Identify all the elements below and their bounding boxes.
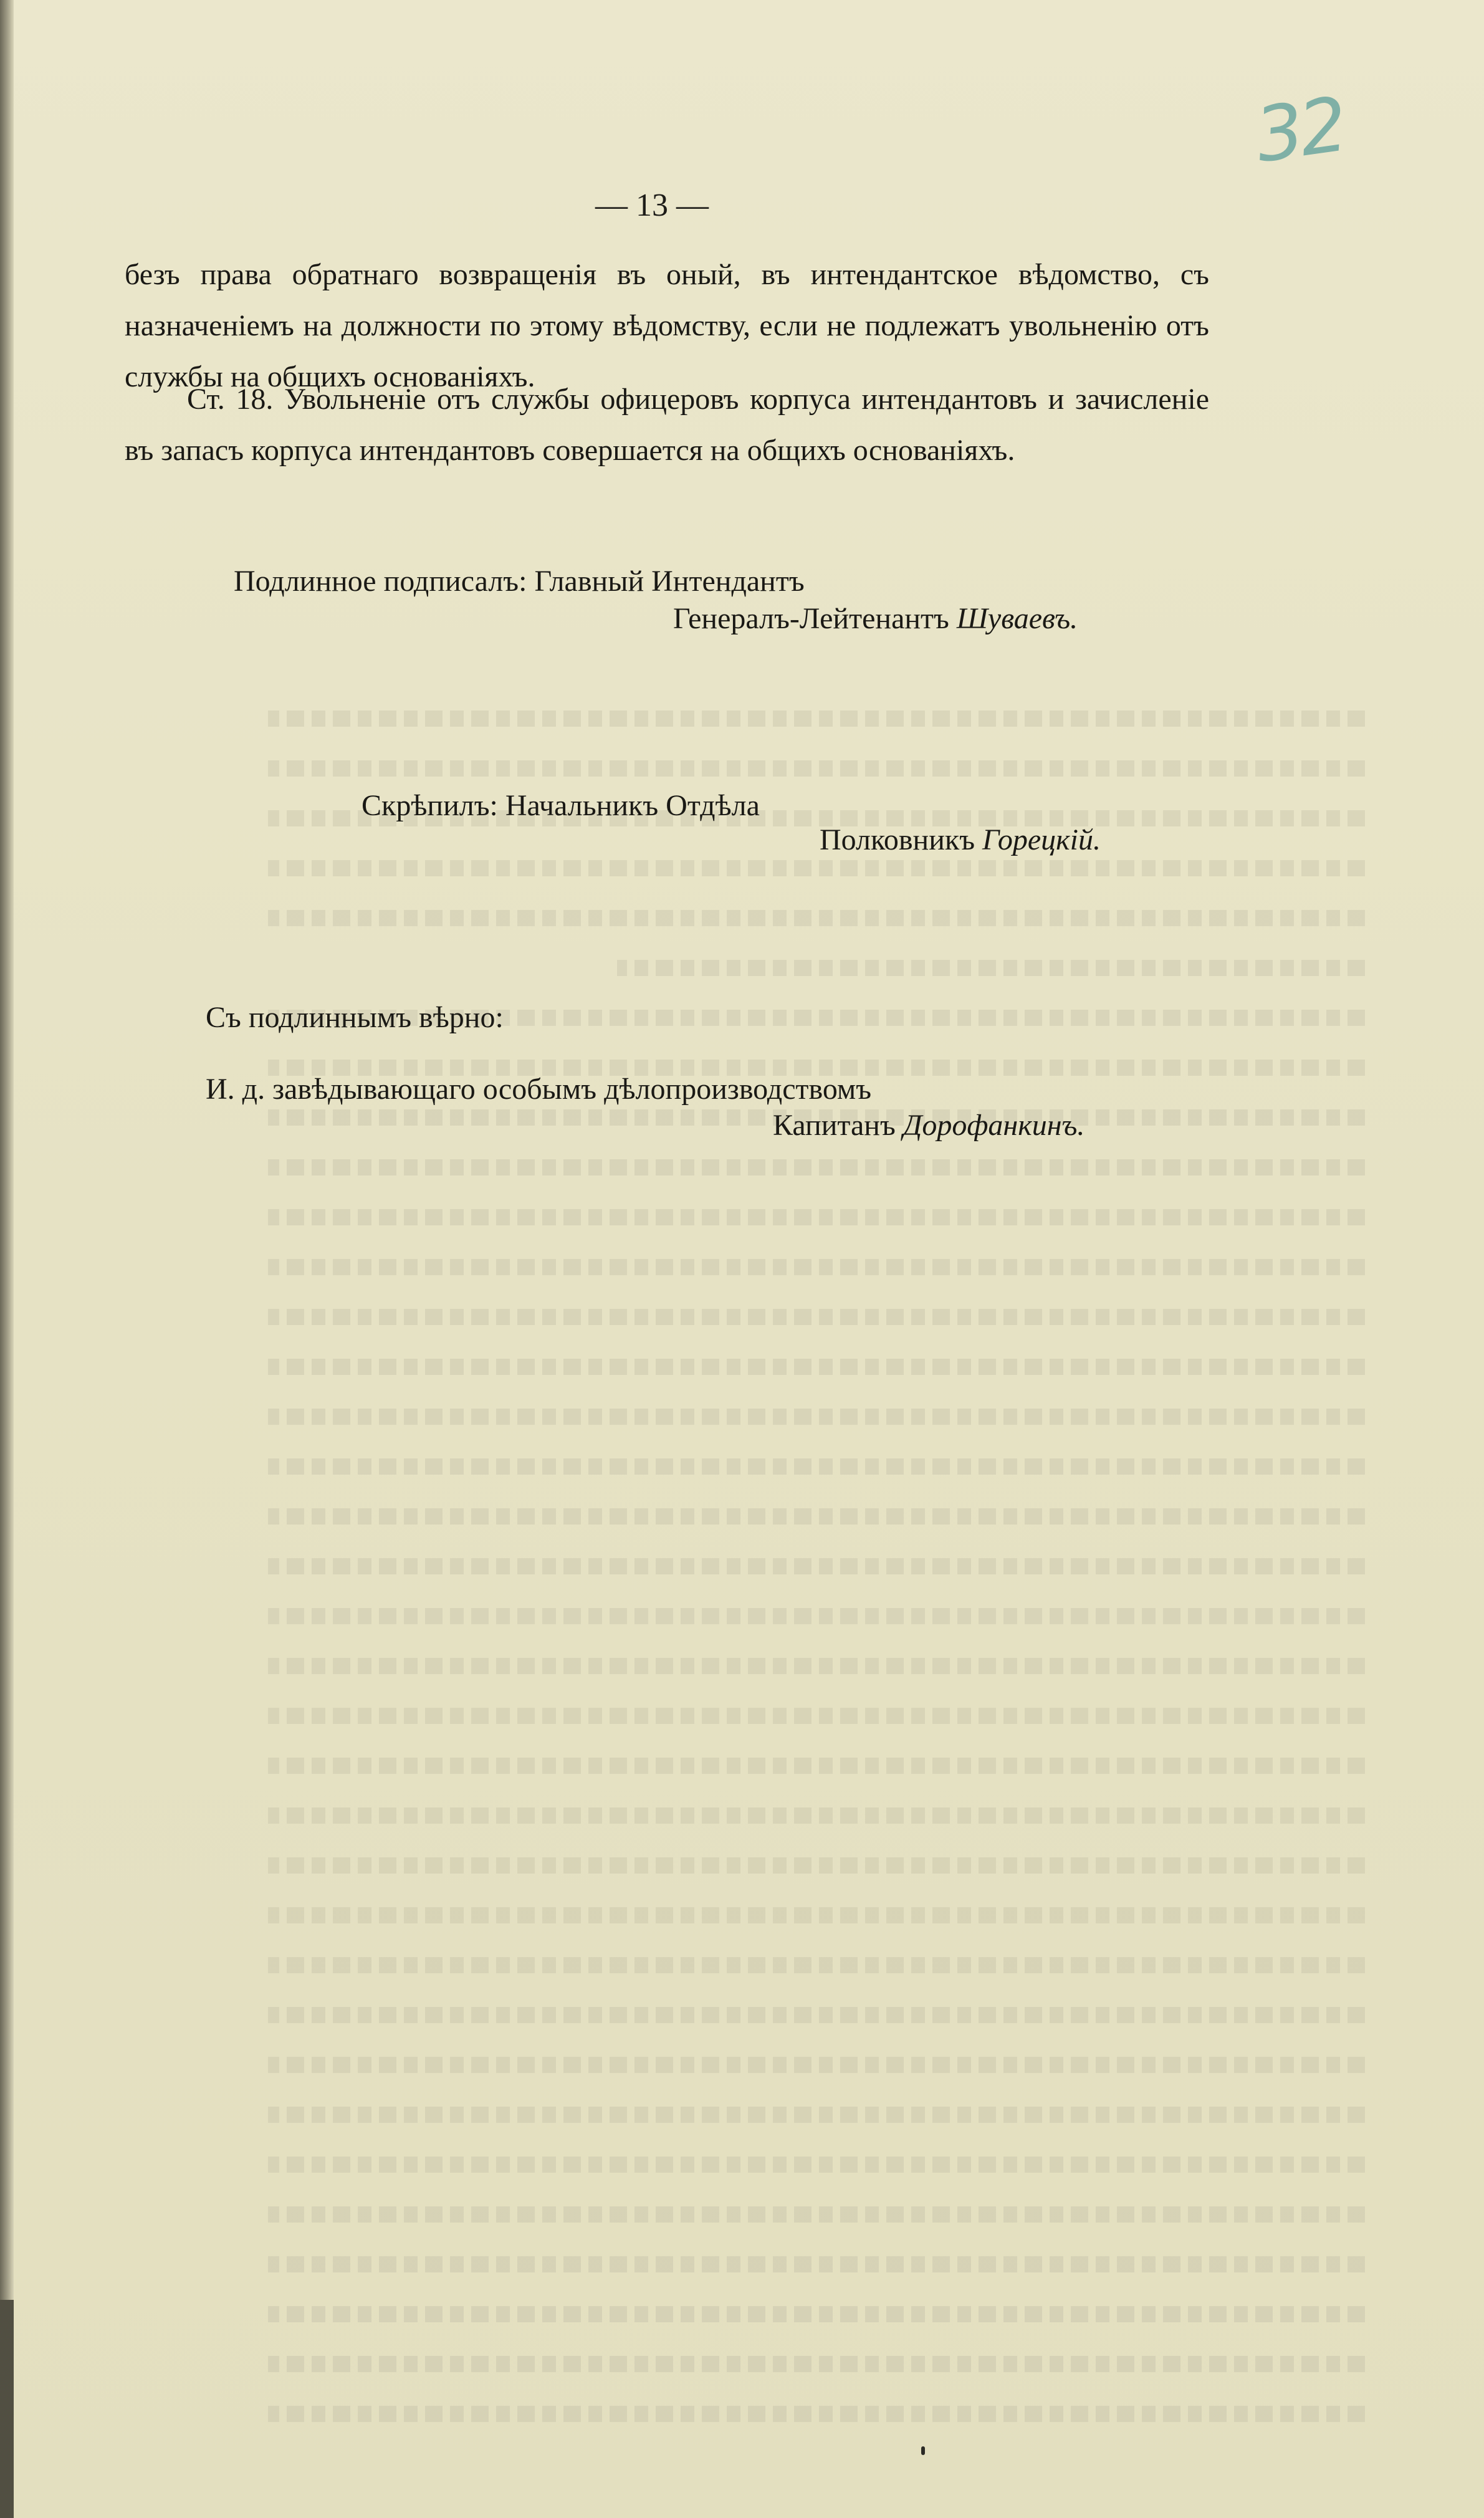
bleed-through-line bbox=[268, 1608, 1365, 1624]
bleed-through-line bbox=[268, 1209, 1365, 1225]
signature-original-block bbox=[673, 601, 1078, 636]
bleed-through-line bbox=[268, 2107, 1365, 2123]
bleed-through-line bbox=[268, 1807, 1365, 1824]
bleed-through-line bbox=[268, 2157, 1365, 2173]
bleed-through-text bbox=[118, 474, 1365, 2468]
bleed-through-line bbox=[268, 711, 1365, 727]
signature-original-rank: Генералъ-Лейтенантъ bbox=[673, 602, 949, 635]
bleed-through-line bbox=[268, 2007, 1365, 2023]
signature-original-line: Подлинное подписалъ: Главный Интендантъ bbox=[234, 565, 805, 598]
bleed-through-line bbox=[268, 2406, 1365, 2422]
bleed-through-line bbox=[268, 2306, 1365, 2322]
bleed-through-line bbox=[617, 960, 1365, 976]
bleed-through-line bbox=[268, 1558, 1365, 1574]
countersign-line: Скрѣпилъ: Начальникъ Отдѣла bbox=[361, 789, 760, 822]
bleed-through-line bbox=[268, 1957, 1365, 1973]
bleed-through-line bbox=[268, 860, 1365, 876]
acting-official-block bbox=[773, 1108, 1084, 1142]
signature-original-name: Шуваевъ. bbox=[956, 602, 1078, 635]
countersign-name: Горецкій. bbox=[982, 823, 1101, 856]
bleed-through-line bbox=[268, 1458, 1365, 1475]
paragraph-article-18: Ст. 18. Увольненіе отъ службы офицеровъ корпуса интендантовъ и зачисленіе въ запасъ корпуса интендантовъ совершается на общихъ основаніяхъ. bbox=[125, 383, 1209, 467]
archive-folio-number: 32 bbox=[1250, 81, 1349, 180]
bleed-through-line bbox=[268, 1159, 1365, 1175]
bleed-through-line bbox=[268, 1508, 1365, 1525]
bleed-through-line bbox=[268, 2206, 1365, 2223]
page-number: — 13 — bbox=[595, 188, 709, 223]
bleed-through-line bbox=[268, 1259, 1365, 1275]
bleed-through-line bbox=[268, 1708, 1365, 1724]
bleed-through-line bbox=[268, 910, 1365, 926]
bleed-through-line bbox=[268, 1309, 1365, 1325]
bleed-through-line bbox=[268, 1907, 1365, 1923]
countersign-rank: Полковникъ bbox=[820, 823, 975, 856]
true-copy-line: Съ подлиннымъ вѣрно: bbox=[206, 1001, 504, 1034]
page-binding-edge bbox=[0, 0, 14, 2518]
bleed-through-line bbox=[268, 1857, 1365, 1874]
bleed-through-line bbox=[268, 1758, 1365, 1774]
page-binding-shadow bbox=[0, 2300, 14, 2518]
bleed-through-line bbox=[268, 760, 1365, 777]
bleed-through-line bbox=[268, 1359, 1365, 1375]
acting-official-name: Дорофанкинъ. bbox=[902, 1109, 1085, 1142]
bleed-through-line bbox=[268, 2356, 1365, 2372]
bleed-through-line bbox=[268, 1658, 1365, 1674]
ink-speck bbox=[921, 2446, 925, 2455]
acting-official-line: И. д. завѣдывающаго особымъ дѣлопроизводствомъ bbox=[206, 1073, 872, 1106]
bleed-through-line bbox=[268, 1409, 1365, 1425]
countersign-block bbox=[820, 823, 1101, 857]
bleed-through-line bbox=[268, 2057, 1365, 2073]
paragraph-continuation: безъ права обратнаго возвращенія въ оный, въ интендантское вѣдомство, съ назначеніемъ на должности по этому вѣдомству, если не подлежатъ увольненію отъ службы на общихъ основаніяхъ. bbox=[125, 258, 1209, 393]
bleed-through-line bbox=[268, 2256, 1365, 2272]
acting-official-rank: Капитанъ bbox=[773, 1109, 896, 1142]
